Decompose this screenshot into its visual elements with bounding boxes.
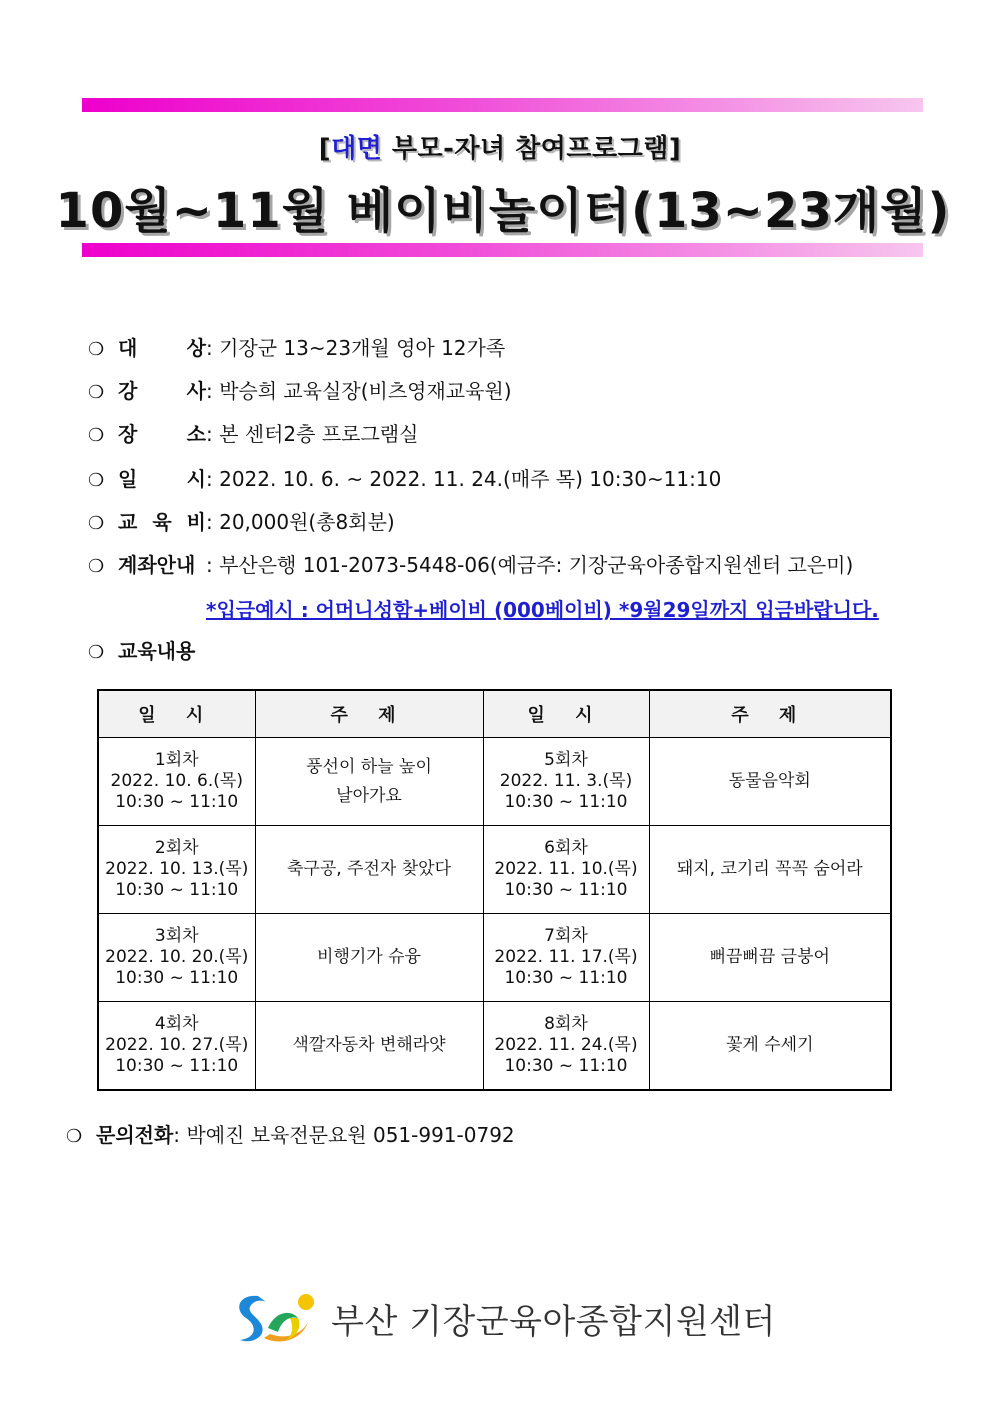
info-fee	[88, 508, 395, 538]
info-value: : 부산은행 101-2073-5448-06(예금주: 기장군육아종합지원센터 고은미)	[206, 553, 854, 577]
topic-cell: 뻐끔뻐끔 금붕어	[649, 914, 891, 1002]
info-label: 장 소	[118, 422, 206, 446]
info-label: 일 시	[118, 467, 206, 491]
bullet-icon: ❍	[66, 1126, 83, 1147]
page-title: 10월~11월 베이비놀이터(13~23개월)	[55, 183, 951, 239]
table-row	[98, 826, 891, 914]
topic-cell: 축구공, 주전자 찾았다	[255, 826, 483, 914]
table-row	[98, 1002, 891, 1091]
subtitle-highlight: 대면	[331, 134, 383, 164]
contact-value: : 박예진 보육전문요원 051-991-0792	[173, 1123, 515, 1147]
bullet-icon: ❍	[88, 425, 105, 446]
session-cell: 7회차 2022. 11. 17.(목) 10:30 ~ 11:10	[483, 914, 649, 1002]
header-date-1: 일 시	[98, 690, 255, 738]
schedule-table	[97, 689, 892, 1091]
info-value: : 기장군 13~23개월 영아 12가족	[206, 336, 506, 360]
subtitle: [대면 부모-자녀 참여프로그램]	[318, 134, 682, 164]
session-cell: 6회차 2022. 11. 10.(목) 10:30 ~ 11:10	[483, 826, 649, 914]
session-cell: 2회차 2022. 10. 13.(목) 10:30 ~ 11:10	[98, 826, 255, 914]
center-logo-icon	[228, 1288, 320, 1348]
contact-line	[66, 1121, 515, 1151]
session-cell: 8회차 2022. 11. 24.(목) 10:30 ~ 11:10	[483, 1002, 649, 1091]
info-label: 교 육 비	[118, 510, 206, 534]
info-datetime	[88, 465, 721, 495]
topic-cell: 색깔자동차 변해라얏	[255, 1002, 483, 1091]
table-header-row	[98, 690, 891, 738]
info-value: : 본 센터2층 프로그램실	[206, 422, 419, 446]
header-topic-1: 주 제	[255, 690, 483, 738]
content-label: 교육내용	[118, 639, 196, 663]
deposit-note: *입금예시 : 어머니성함+베이비 (000베이비) *9월29일까지 입금바랍니다.	[206, 598, 879, 622]
top-gradient-bar	[82, 98, 923, 112]
session-cell: 5회차 2022. 11. 3.(목) 10:30 ~ 11:10	[483, 738, 649, 826]
bottom-gradient-bar	[82, 243, 923, 257]
info-label: 계좌안내	[118, 553, 196, 577]
bullet-icon: ❍	[88, 513, 105, 534]
info-value: : 20,000원(총8회분)	[206, 510, 395, 534]
table-row	[98, 914, 891, 1002]
topic-cell: 비행기가 슈융	[255, 914, 483, 1002]
topic-cell: 꽃게 수세기	[649, 1002, 891, 1091]
info-value: : 2022. 10. 6. ~ 2022. 11. 24.(매주 목) 10:30~11:10	[206, 467, 722, 491]
bullet-icon: ❍	[88, 642, 105, 663]
session-cell: 3회차 2022. 10. 20.(목) 10:30 ~ 11:10	[98, 914, 255, 1002]
topic-cell: 풍선이 하늘 높이 날아가요	[255, 738, 483, 826]
bullet-icon: ❍	[88, 339, 105, 360]
info-label: 강 사	[118, 379, 206, 403]
contact-label: 문의전화	[96, 1123, 174, 1147]
topic-cell: 돼지, 코기리 꼭꼭 숨어라	[649, 826, 891, 914]
bullet-icon: ❍	[88, 556, 105, 577]
bullet-icon: ❍	[88, 382, 105, 403]
footer-logo	[228, 1288, 776, 1348]
bullet-icon: ❍	[88, 470, 105, 491]
info-label: 대 상	[118, 336, 206, 360]
info-account	[88, 551, 853, 581]
info-instructor	[88, 377, 512, 407]
session-cell: 1회차 2022. 10. 6.(목) 10:30 ~ 11:10	[98, 738, 255, 826]
topic-cell: 동물음악회	[649, 738, 891, 826]
session-cell: 4회차 2022. 10. 27.(목) 10:30 ~ 11:10	[98, 1002, 255, 1091]
info-target	[88, 334, 505, 364]
footer-org-name: 부산 기장군육아종합지원센터	[331, 1301, 776, 1342]
info-value: : 박승희 교육실장(비츠영재교육원)	[206, 379, 512, 403]
header-topic-2: 주 제	[649, 690, 891, 738]
header-date-2: 일 시	[483, 690, 649, 738]
table-row	[98, 738, 891, 826]
info-place	[88, 420, 418, 450]
content-heading	[88, 637, 195, 667]
